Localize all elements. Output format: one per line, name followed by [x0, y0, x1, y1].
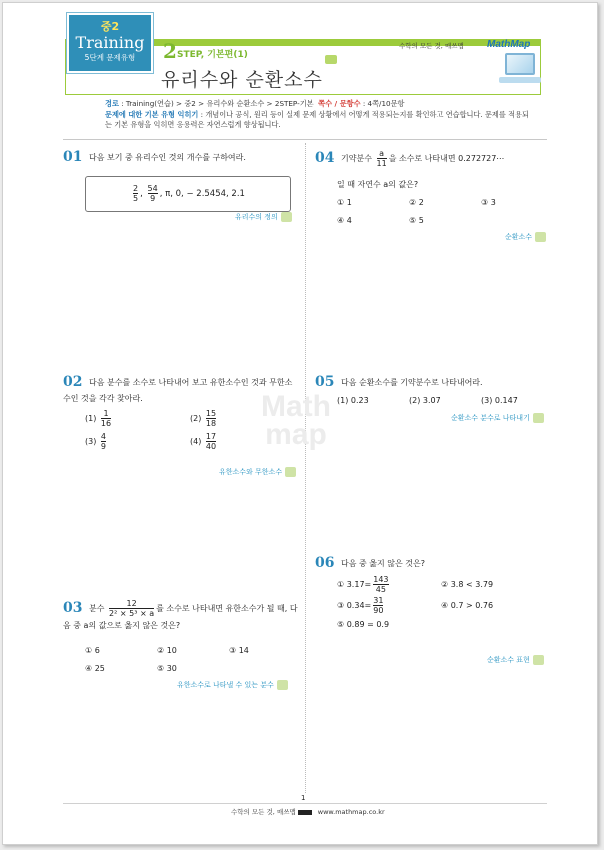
watermark: Math map [261, 390, 331, 451]
header-divider [63, 139, 547, 140]
choice: (3) $\frac{4}{9}$ [85, 432, 106, 451]
choice: ② 10 [157, 646, 177, 655]
header-slogan: 수학의 모든 것, 매쓰맵 [399, 42, 464, 50]
choice: (2) 3.0̇7̇ [409, 396, 441, 405]
choice: (3) 0.14̇7̇ [481, 396, 518, 405]
choice: ④ 4 [337, 216, 352, 225]
question-02-choices [85, 409, 295, 451]
column-divider [305, 143, 306, 793]
choice: (2) $\frac{15}{18}$ [190, 409, 217, 428]
choice: ③ 14 [229, 646, 249, 655]
choice: ④ 0.7 > 0.7̇6̇ [441, 600, 494, 610]
info-block: 경로 : Training(연습) > 중2 > 유리수와 순환소수 > 2STEP-기본 쪽수 / 문항수 : 4쪽/10문항 문제에 대한 기본 유형 익히기 : 개념이나 공식, 원리 등이 실제 문제 상황에서 어떻게 적용되는지를 확인하고 연습합니다. 문제를 적용되는 기본 유형을 익히면 응용력은 자연스럽게 향상됩니다. [105, 99, 529, 129]
hint-q04: 순환소수 [505, 232, 546, 242]
fraction: $\frac{a}{11}$ [376, 149, 387, 168]
choice: ③ 3 [481, 198, 496, 207]
choice: (1) $\frac{1}{16}$ [85, 409, 112, 428]
choice: ③ 0.34̇= $\frac{31}{90}$ [337, 596, 384, 615]
hint-q05: 순환소수 분수로 나타내기 [451, 413, 544, 423]
training-label: Training [75, 33, 145, 52]
choice: (4) $\frac{17}{40}$ [190, 432, 217, 451]
question-03: 03 분수 $\frac{12}{\text{2² × 5³ × a}}$ 를 소수로 나타내면 유한소수가 될 때, 다음 중 a의 값으로 옳지 않은 것은? [63, 599, 298, 630]
step-type-label: 5단계 문제유형 [84, 53, 136, 62]
worksheet-page [2, 2, 598, 845]
choice: ② 3.8̇ < 3.7̇9̇ [441, 579, 494, 589]
hint-q01: 유리수의 정의 [235, 212, 292, 222]
step-number: 2 [163, 39, 177, 63]
question-04-choices [337, 195, 553, 229]
hint-q02: 유한소수와 무한소수 [219, 467, 296, 477]
question-03-choices [85, 643, 301, 677]
choice: ① 6 [85, 646, 100, 655]
path-text: : Training(연습) > 중2 > 유리수와 순환소수 > 2STEP-기본 [121, 99, 314, 108]
question-text: 다음 분수를 소수로 나타내어 보고 유한소수인 것과 무한소수인 것을 각각 찾아라. [63, 378, 293, 403]
question-06-choices [337, 575, 557, 633]
question-05-choices [337, 393, 553, 409]
purpose-text: : 개념이나 공식, 원리 등이 실제 문제 상황에서 어떻게 적용되는지를 확인하고 연습합니다. 문제를 적용되는 기본 유형을 익히면 응용력은 자연스럽게 향상됩니다. [105, 109, 529, 129]
choice: ⑤ 5 [409, 216, 424, 225]
question-text: 다음 중 옳지 않은 것은? [341, 559, 426, 568]
page-number: 1 [301, 794, 306, 802]
step-label: STEP, 기본편(1) [177, 50, 248, 60]
pencil-icon [325, 55, 337, 64]
footer-url[interactable]: www.mathmap.co.kr [317, 808, 385, 816]
question-01-box: $\frac{2}{5}$ , $\frac{54}{9}$ , π, 0, − 2.5454, 2.1 [85, 176, 291, 212]
choice: ④ 25 [85, 664, 105, 673]
choice: ② 2 [409, 198, 424, 207]
hint-q06: 순환소수 표현 [487, 655, 544, 665]
choice: ① 1 [337, 198, 352, 207]
choice: ⑤ 0.8̇9̇ = 0.9 [337, 620, 390, 629]
hint-q03: 유한소수로 나타낼 수 있는 분수 [177, 680, 288, 690]
grade-label: 중2 [100, 20, 120, 33]
question-04-text2: 일 때 자연수 a의 값은? [337, 180, 419, 189]
question-04: 04 기약분수 $\frac{a}{11}$ 을 소수로 나타내면 0.272727⋯ [315, 149, 505, 168]
mathmap-logo: MathMap [487, 39, 531, 50]
question-06: 06 다음 중 옳지 않은 것은? [315, 555, 426, 571]
footer-bar-icon [298, 810, 312, 815]
question-05: 05 다음 순환소수를 기약분수로 나타내어라. [315, 374, 483, 390]
fraction: $\frac{12}{\text{2² × 5³ × a}}$ [109, 599, 155, 618]
choice: (1) 0.2̇3̇ [337, 396, 369, 405]
footer: 수학의 모든 것, 매쓰맵 www.mathmap.co.kr [231, 808, 385, 816]
count-text: : 4쪽/10문항 [362, 99, 405, 108]
choice: ⑤ 30 [157, 664, 177, 673]
footer-divider [63, 803, 547, 804]
question-text: 다음 보기 중 유리수인 것의 개수를 구하여라. [89, 153, 246, 162]
grade-badge [67, 13, 153, 73]
question-02: 02 다음 분수를 소수로 나타내어 보고 유한소수인 것과 무한소수인 것을 각각 찾아라. [63, 374, 293, 403]
choice: ① 3.1̇7̇= $\frac{143}{45}$ [337, 575, 389, 594]
page-title: 유리수와 순환소수 [161, 69, 323, 91]
question-01: 01 다음 보기 중 유리수인 것의 개수를 구하여라. [63, 149, 246, 165]
question-text: 를 소수로 나타내면 유한소수가 될 때, 다음 중 a의 값으로 옳지 않은 것은? [63, 604, 298, 630]
monitor-icon [505, 53, 535, 75]
question-text: 을 소수로 나타내면 0.272727⋯ [388, 154, 505, 163]
keyboard-icon [499, 77, 541, 83]
question-text: 다음 순환소수를 기약분수로 나타내어라. [341, 378, 483, 387]
